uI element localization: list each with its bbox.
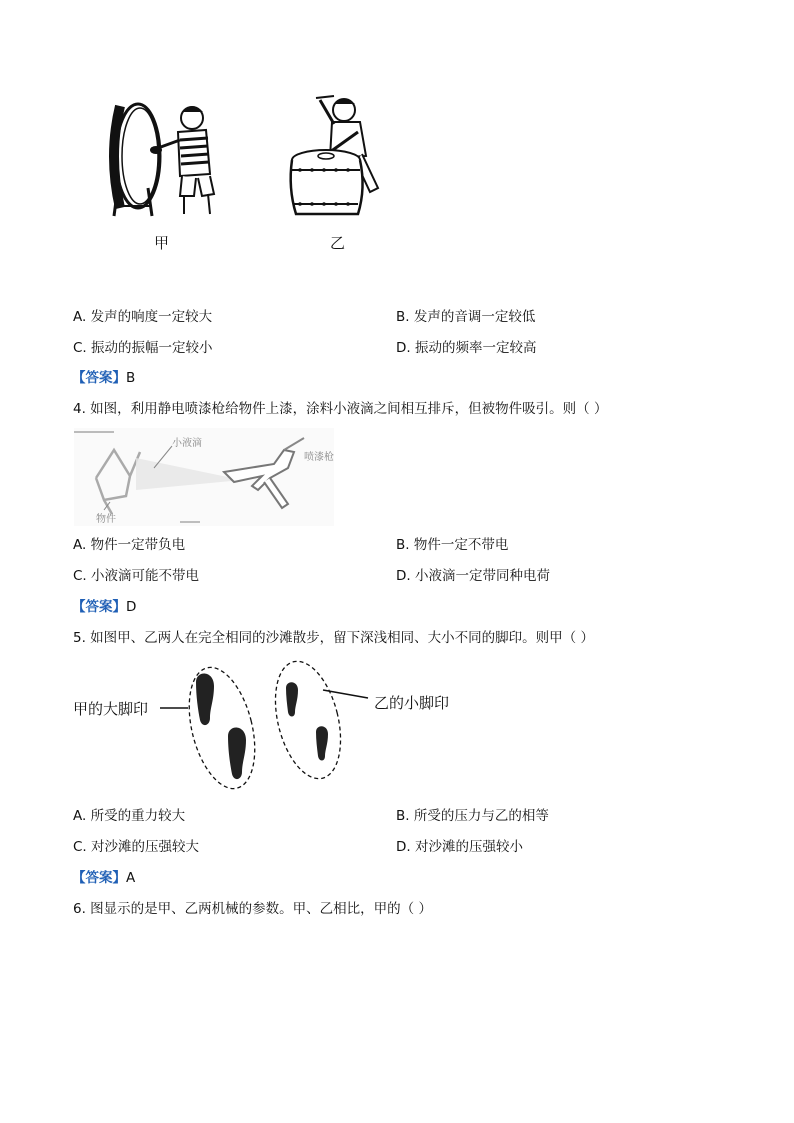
q5-option-c: C. 对沙滩的压强较大 — [73, 839, 200, 855]
q5-option-b: B. 所受的压力与乙的相等 — [396, 808, 549, 824]
spray-label-droplet: 小液滴 — [172, 438, 202, 449]
footprints-figure — [158, 660, 378, 794]
q3-option-d: D. 振动的频率一定较高 — [396, 340, 537, 356]
q4-option-d: D. 小液滴一定带同种电荷 — [396, 568, 550, 584]
drum-figure-yi — [286, 92, 396, 224]
q5-stem: 5. 如图甲、乙两人在完全相同的沙滩散步，留下深浅相同、大小不同的脚印。则甲（ ） — [73, 630, 594, 646]
q4-answer: D — [126, 599, 137, 615]
answer-tag: 【答案】 — [72, 870, 126, 886]
drum-figure-jia — [100, 96, 220, 220]
answer-tag: 【答案】 — [72, 599, 126, 615]
q4-option-b: B. 物件一定不带电 — [396, 537, 509, 553]
q5-answer: A — [126, 870, 136, 886]
q5-option-d: D. 对沙滩的压强较小 — [396, 839, 523, 855]
q4-option-a: A. 物件一定带负电 — [73, 537, 186, 553]
q5-answer-line — [72, 869, 135, 887]
figure-label-jia: 甲 — [154, 234, 170, 252]
q3-option-c: C. 振动的振幅一定较小 — [73, 340, 213, 356]
q3-answer-line — [72, 369, 135, 387]
q5-option-a: A. 所受的重力较大 — [73, 808, 186, 824]
q6-stem: 6. 图显示的是甲、乙两机械的参数。甲、乙相比，甲的（ ） — [73, 901, 432, 917]
q4-option-c: C. 小液滴可能不带电 — [73, 568, 200, 584]
spray-label-gun: 喷漆枪 — [304, 452, 334, 463]
q3-answer: B — [126, 370, 136, 386]
q4-stem: 4. 如图，利用静电喷漆枪给物件上漆，涂料小液滴之间相互排斥，但被物件吸引。则（ ） — [73, 401, 608, 417]
footprint-label-yi: 乙的小脚印 — [374, 694, 450, 712]
figure-label-yi: 乙 — [330, 234, 346, 252]
answer-tag: 【答案】 — [72, 370, 126, 386]
q3-option-b: B. 发声的音调一定较低 — [396, 309, 536, 325]
q4-answer-line — [72, 598, 136, 616]
q3-option-a: A. 发声的响度一定较大 — [73, 309, 213, 325]
spray-label-object: 物件 — [96, 514, 116, 525]
footprint-label-jia: 甲的大脚印 — [73, 700, 149, 718]
